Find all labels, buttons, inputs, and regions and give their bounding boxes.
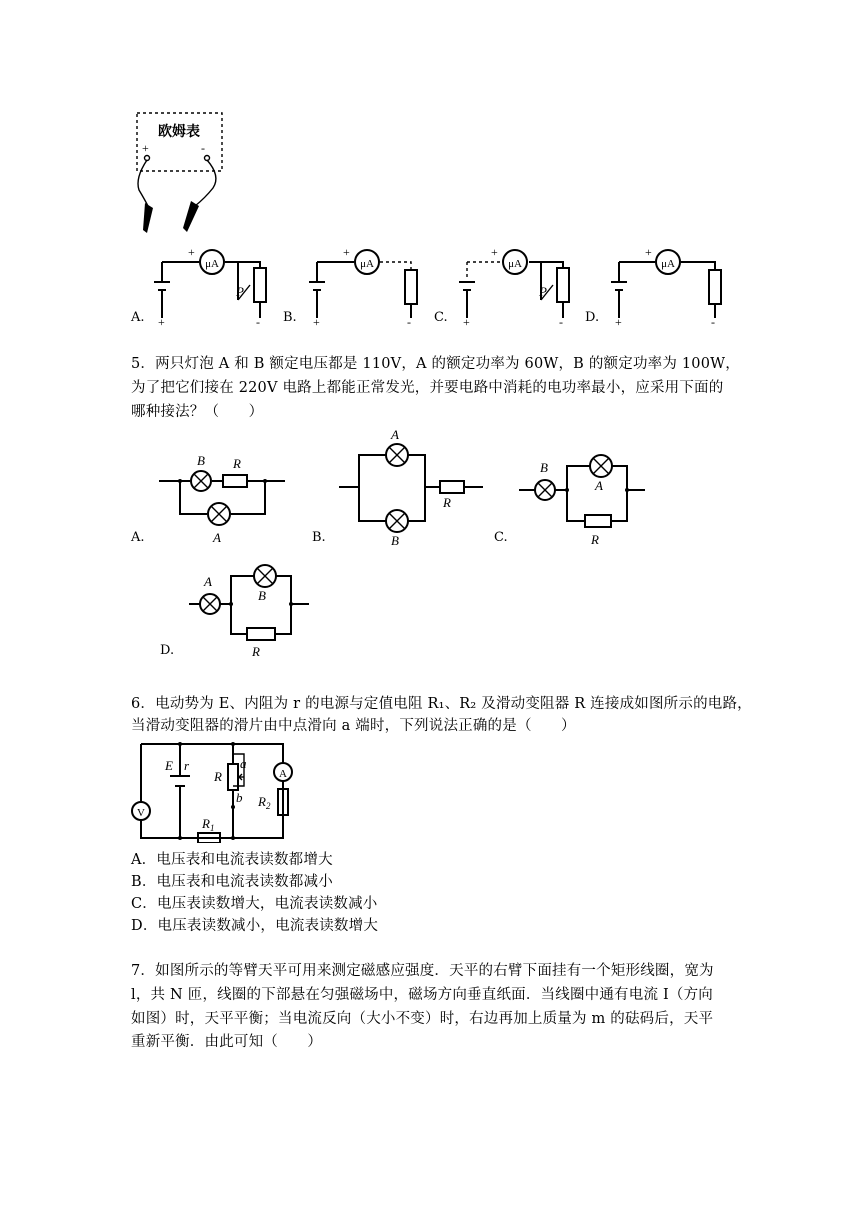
svg-text:r: r xyxy=(184,758,190,773)
svg-text:B: B xyxy=(540,460,548,475)
q4-option-a[interactable]: A. xyxy=(131,310,145,325)
svg-text:R: R xyxy=(443,495,451,510)
svg-text:+: + xyxy=(188,245,195,259)
q7-text-line-1: 7．如图所示的等臂天平可用来测定磁感应强度．天平的右臂下面挂有一个矩形线圈，宽为 xyxy=(131,963,714,979)
svg-text:+: + xyxy=(313,315,320,329)
q5-circuit-a xyxy=(155,448,290,548)
q6-circuit xyxy=(128,738,303,843)
q4-circuit-a xyxy=(150,240,275,330)
svg-text:R: R xyxy=(252,644,260,659)
svg-text:P: P xyxy=(236,284,244,299)
svg-text:B: B xyxy=(258,588,266,603)
q5-option-d[interactable]: D. xyxy=(160,643,175,658)
q5-text-line-3: 哪种接法？（ ） xyxy=(131,404,264,420)
svg-text:+: + xyxy=(343,245,350,259)
q4-circuit-b xyxy=(305,240,425,330)
ohmmeter-label: 欧姆表 xyxy=(158,125,200,140)
q4-option-c[interactable]: C. xyxy=(434,310,448,325)
svg-text:μA: μA xyxy=(205,258,219,270)
svg-text:b: b xyxy=(236,790,243,805)
svg-text:-: - xyxy=(201,141,205,155)
svg-text:R: R xyxy=(233,456,241,471)
svg-text:A: A xyxy=(595,478,603,493)
svg-text:μA: μA xyxy=(360,258,374,270)
svg-text:+: + xyxy=(158,315,165,329)
q4-circuit-d xyxy=(605,240,730,330)
q5-circuit-c xyxy=(515,448,655,548)
q6-choice-d[interactable]: D．电压表读数减小，电流表读数增大 xyxy=(131,918,379,934)
svg-text:+: + xyxy=(645,245,652,259)
q4-option-b[interactable]: B. xyxy=(283,310,297,325)
q6-choice-b[interactable]: B．电压表和电流表读数都减小 xyxy=(131,874,333,890)
svg-text:V: V xyxy=(137,807,145,819)
svg-text:B: B xyxy=(197,453,205,468)
q7-text-line-2: l，共 N 匝，线圈的下部悬在匀强磁场中，磁场方向垂直纸面．当线圈中通有电流 I（方向 xyxy=(131,987,713,1003)
svg-text:+: + xyxy=(615,315,622,329)
svg-text:a: a xyxy=(240,756,247,771)
q5-option-c[interactable]: C. xyxy=(494,530,508,545)
svg-text:-: - xyxy=(559,315,563,329)
svg-text:R: R xyxy=(214,769,222,784)
svg-text:μA: μA xyxy=(661,258,675,270)
q4-option-d[interactable]: D. xyxy=(585,310,600,325)
q7-text-line-4: 重新平衡．由此可知（ ） xyxy=(131,1034,323,1050)
svg-text:R2: $R_2$ xyxy=(258,794,271,811)
svg-text:+: + xyxy=(463,315,470,329)
q4-circuit-c xyxy=(455,240,580,330)
svg-text:A: A xyxy=(213,530,221,545)
svg-text:μA: μA xyxy=(508,258,522,270)
svg-text:A: A xyxy=(279,768,287,780)
q5-option-a[interactable]: A. xyxy=(131,530,145,545)
q7-text-line-3: 如图）时，天平平衡；当电流反向（大小不变）时，右边再加上质量为 m 的砝码后，天平 xyxy=(131,1011,714,1027)
svg-text:B: B xyxy=(391,533,399,548)
svg-text:A: A xyxy=(204,574,212,589)
q5-circuit-d xyxy=(185,562,320,662)
q6-choice-a[interactable]: A．电压表和电流表读数都增大 xyxy=(131,852,333,868)
q5-text-line-2: 为了把它们接在 220V 电路上都能正常发光，并要电路中消耗的电功率最小，应采用下面的 xyxy=(131,380,724,396)
svg-text:A: A xyxy=(391,427,399,442)
svg-text:-: - xyxy=(711,315,715,329)
svg-text:-: - xyxy=(407,315,411,329)
q5-option-b[interactable]: B. xyxy=(312,530,326,545)
q5-circuit-b xyxy=(335,425,490,550)
svg-text:R: R xyxy=(591,532,599,547)
svg-text:E: E xyxy=(165,758,173,773)
svg-text:+: + xyxy=(491,245,498,259)
q6-choice-c[interactable]: C．电压表读数增大，电流表读数减小 xyxy=(131,896,378,912)
svg-text:-: - xyxy=(256,315,260,329)
q6-text-line-1: 6．电动势为 E、内阻为 r 的电源与定值电阻 R₁、R₂ 及滑动变阻器 R 连接成如图所示的电路， xyxy=(131,696,752,712)
ohmmeter-figure xyxy=(125,108,235,243)
svg-text:R1: $R_1$ xyxy=(202,816,215,833)
q5-text-line-1: 5．两只灯泡 A 和 B 额定电压都是 110V，A 的额定功率为 60W，B 的额定功率为 100W， xyxy=(131,356,740,372)
svg-text:P: P xyxy=(539,284,547,299)
q6-text-line-2: 当滑动变阻器的滑片由中点滑向 a 端时，下列说法正确的是（ ） xyxy=(131,718,576,734)
svg-text:+: + xyxy=(142,141,149,155)
